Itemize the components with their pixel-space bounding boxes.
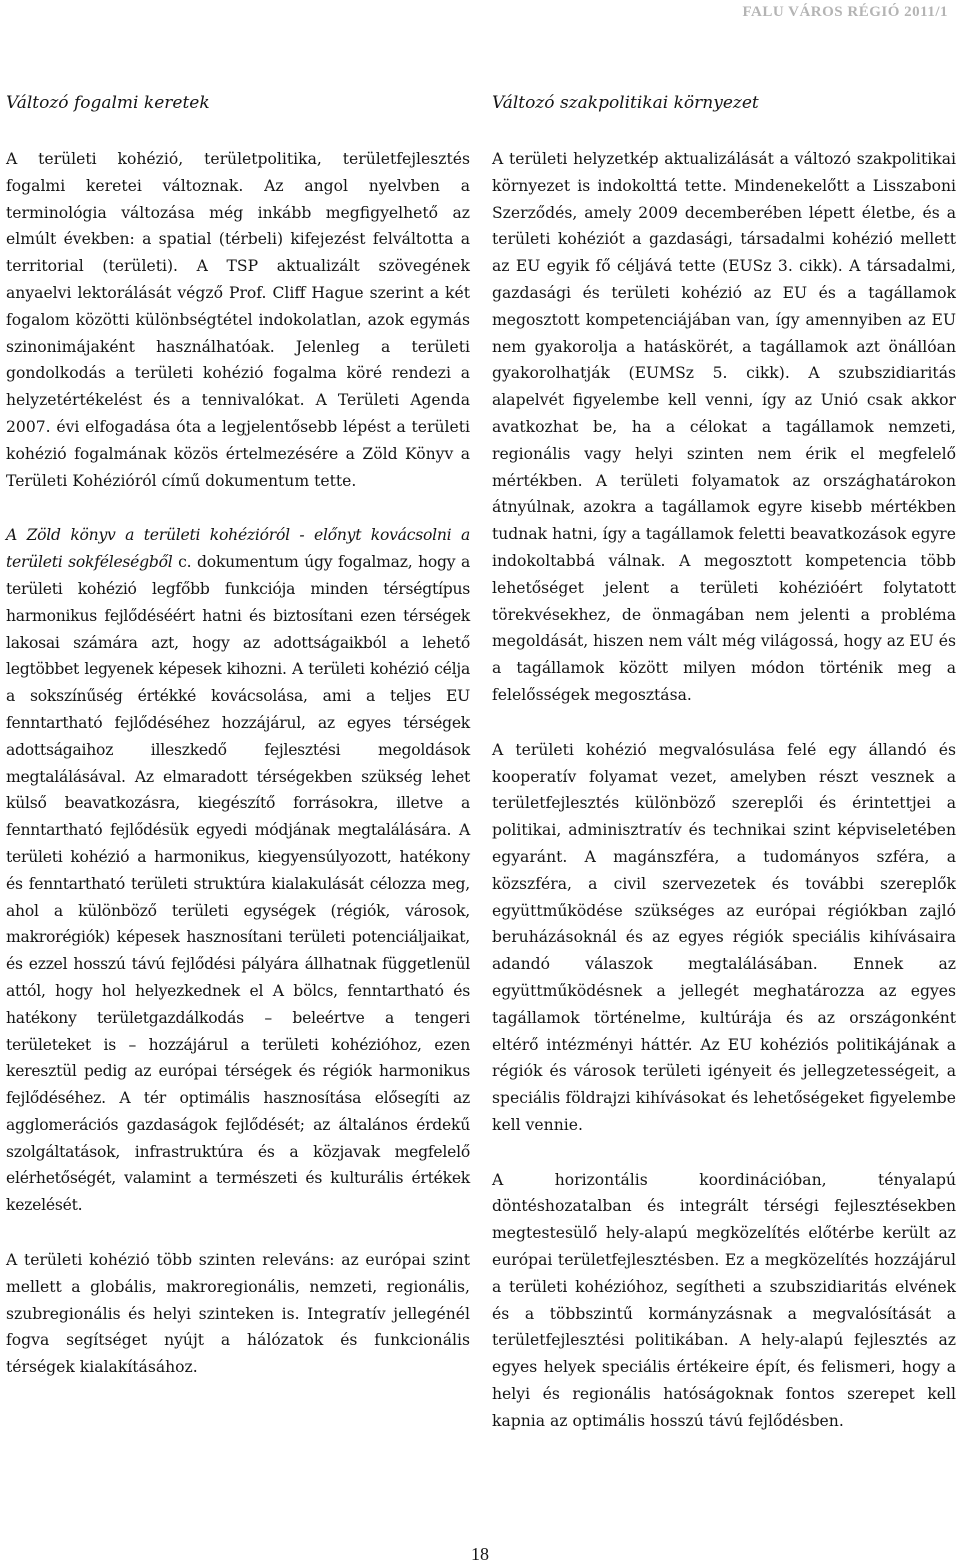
left-paragraph-3: A területi kohézió több szinten releváns: az európai szint mellett a globális, makroregionális, nemzeti, regionális, szubregionális és helyi szinteken is. Integratív jellegénél fogva segítséget nyújt a hálózatok és funkcionális térségek kialakításához. <box>6 1251 470 1377</box>
right-column <box>492 92 956 1435</box>
left-column <box>6 92 470 1381</box>
left-paragraph-2-body: c. dokumentum úgy fogalmaz, hogy a területi kohézió legfőbb funkciója minden térségtípus harmonikus fejlődéséért hatni és biztosítani ezen térségek lakosai számára azt, hogy az adottságaikból a lehető legtöbbet legyenek képesek kihozni. A területi kohézió célja a sokszínűség értékké kovácsolása, ami a teljes EU fenntartható fejlődéséhez hozzájárul, az egyes térségek adottságaihoz illeszkedő fejlesztési megoldások megtalálásával. Az elmaradott térségekben szükség lehet külső beavatkozásra, kiegészítő forrásokra, illetve a fenntartható fejlődésük egyedi módjának megtalálására. A területi kohézió a harmonikus, kiegyensúlyozott, hatékony és fenntartható területi struktúra kialakulását célozza meg, ahol a különböző területi egységek (régiók, városok, makrorégiók) képesek hasznosítani területi potenciáljaikat, és ezzel hosszú távú fejlődési pályára állhatnak függetlenül attól, hogy hol helyezkednek el A bölcs, fenntartható és hatékony területgazdálkodás – beleértve a tengeri területeket is – hozzájárul a területi kohézióhoz, ezen keresztül pedig az európai térségek és régiók harmonikus fejlődéséhez. A tér optimális hasznosítása elősegíti az agglomerációs gazdaságok fejlődését; az általános érdekű szolgáltatások, infrastruktúra és a közjavak megfelelő elérhetőségét, valamint a természeti és kulturális értékek kezelését. <box>6 553 471 1215</box>
left-paragraph-2 <box>6 522 470 1219</box>
running-header: FALU VÁROS RÉGIÓ 2011/1 <box>742 4 948 20</box>
right-paragraph-2: A területi kohézió megvalósulása felé egy állandó és kooperatív folyamat vezet, amelyben részt vesznek a területfejlesztés különböző szereplői és érintettjei a politikai, adminisztratív és technikai szint képviseletében egyaránt. A magánszféra, a tudományos szféra, a közszféra, a civil szervezetek és további szereplők együttműködése szükséges az európai régiókban zajló beruházásoknál és az egyes régiók speciális kihívásaira adandó válaszok megtalálásában. Ennek az együttműködésnek a jellegét meghatározza az egyes tagállamok történelme, kultúrája és az országonként eltérő intézményi háttér. Az EU kohéziós politikájának a régiók és városok területi igényeit és jellegzetességeit, a speciális földrajzi kihívásokat és lehetőségeket figyelembe kell vennie. <box>492 740 956 1134</box>
left-paragraph-1: A területi kohézió, területpolitika, területfejlesztés fogalmi keretei változnak. Az angol nyelvben a terminológia változása még inkább megfigyelhető az elmúlt években: a spatial (térbeli) kifejezést felváltotta a territorial (területi). A TSP aktualizált szövegének anyaelvi lektorálását végző Prof. Cliff Hague szerint a két fogalom közötti különbségtétel indokolatlan, azok egymás szinonimájaként használhatóak. Jelenleg a területi gondolkodás a területi kohézió fogalma köré rendezi a helyzetértékelést és a tennivalókat. A Területi Agenda 2007. évi elfogadása óta a legjelentősebb lépést a területi kohézió fogalmának közös értelmezésére a Zöld Könyv a Területi Kohézióról című dokumentum tette. <box>6 150 470 490</box>
right-paragraph-1: A területi helyzetkép aktualizálását a változó szakpolitikai környezet is indokolttá tette. Mindenekelőtt a Lisszaboni Szerződés, amely 2009 decemberében lépett életbe, és a területi kohéziót a gazdasági, társadalmi kohézió mellett az EU egyik fő céljává tette (EUSz 3. cikk). A társadalmi, gazdasági és területi kohézió az EU és a tagállamok megosztott kompetenciájában van, így amennyiben az EU nem gyakorolja a hatáskörét, a tagállamok azt önállóan gyakorolhatják (EUMSz 5. cikk). A szubszidiaritás alapelvét figyelembe kell venni, így az Unió csak akkor avatkozhat be, ha a célokat a tagállamok nemzeti, regionális vagy helyi szinten nem érik el megfelelő mértékben. A területi folyamatok az országhatárokon átnyúlnak, azokra a tagállamok egyre kisebb mértékben tudnak hatni, így a tagállamok feletti beavatkozások egyre indokoltabbá válnak. A megosztott kompetencia több lehetőséget jelent a területi kohézióért folytatott törekvésekhez, de önmagában nem jelenti a probléma megoldását, hiszen nem vált még világossá, hogy az EU és a tagállamok között milyen módon történik meg a felelősségek megosztása. <box>492 150 956 704</box>
right-section-heading: Változó szakpolitikai környezet <box>492 93 759 113</box>
page-number: 18 <box>471 1544 489 1564</box>
zold-konyv-title: A Zöld könyv a területi kohézióról - előnyt kovácsolni a területi sokféleségből <box>6 526 470 572</box>
left-section-heading: Változó fogalmi keretek <box>6 93 210 113</box>
right-paragraph-3: A horizontális koordinációban, tényalapú döntéshozatalban és integrált térségi fejlesztésekben megtestesülő hely-alapú megközelítés előtérbe került az európai területfejlesztésben. Ez a megközelítés hozzájárul a területi kohézióhoz, segítheti a szubszidiaritás elvének és a többszintű kormányzásnak a megvalósítását a területfejlesztési politikában. A hely-alapú fejlesztés az egyes helyek speciális értékeire épít, és felismeri, hogy a helyi és regionális hatóságoknak fontos szerepet kell kapnia az optimális hosszú távú fejlődésben. <box>492 1170 956 1430</box>
